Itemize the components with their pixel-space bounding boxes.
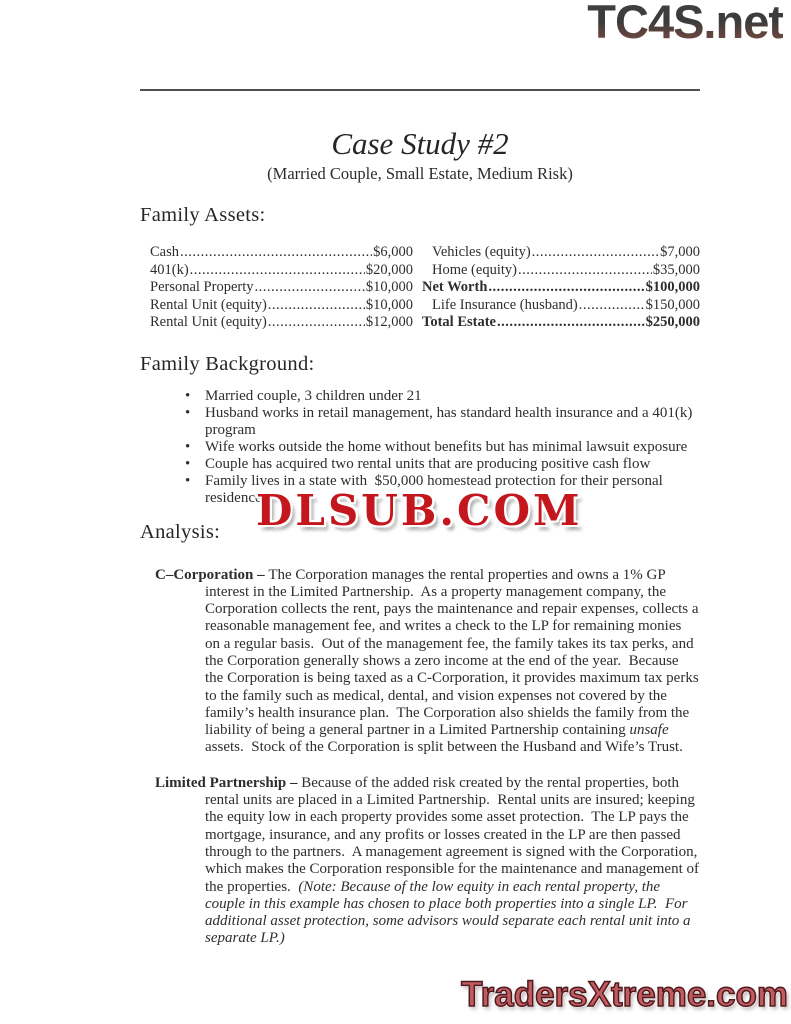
asset-value: $6,000 bbox=[373, 244, 413, 260]
asset-label: Rental Unit (equity) bbox=[150, 296, 267, 313]
bullet-item: • Family lives in a state with $50,000 homestead protection for their personal residence bbox=[185, 473, 700, 507]
dot-leader bbox=[497, 314, 645, 332]
asset-row bbox=[422, 244, 700, 262]
dot-leader bbox=[532, 244, 659, 262]
dot-leader bbox=[190, 262, 365, 280]
dot-leader bbox=[180, 244, 372, 262]
asset-row bbox=[150, 314, 413, 332]
assets-left-column bbox=[150, 244, 413, 332]
asset-row bbox=[150, 297, 413, 315]
asset-row bbox=[422, 297, 700, 315]
family-assets-heading: Family Assets: bbox=[140, 204, 266, 226]
asset-value: $100,000 bbox=[645, 279, 700, 295]
asset-value: $7,000 bbox=[660, 244, 700, 260]
bullet-item: • Couple has acquired two rental units that are producing positive cash flow bbox=[185, 456, 700, 473]
bullet-item: • Married couple, 3 children under 21 bbox=[185, 388, 700, 405]
analysis-paragraphs bbox=[140, 567, 700, 948]
analysis-heading: Analysis: bbox=[140, 520, 221, 543]
analysis-paragraph bbox=[155, 566, 700, 757]
asset-value: $10,000 bbox=[365, 296, 413, 313]
asset-row bbox=[150, 279, 413, 297]
asset-label: Vehicles (equity) bbox=[432, 244, 531, 260]
asset-value: $12,000 bbox=[365, 314, 413, 330]
asset-label: Net Worth bbox=[422, 279, 488, 295]
asset-row bbox=[150, 262, 413, 280]
asset-label: Personal Property bbox=[150, 279, 254, 295]
asset-label: Life Insurance (husband) bbox=[432, 296, 578, 313]
asset-row bbox=[422, 262, 700, 280]
assets-right-column bbox=[422, 244, 700, 332]
paragraph-label: C–Corporation – bbox=[155, 566, 269, 583]
asset-label: 401(k) bbox=[150, 261, 189, 278]
dot-leader bbox=[488, 279, 644, 297]
analysis-paragraph bbox=[155, 774, 700, 948]
dot-leader bbox=[268, 297, 365, 315]
asset-value: $150,000 bbox=[645, 296, 700, 313]
dot-leader bbox=[579, 297, 645, 315]
paragraph-text: assets. Stock of the Corporation is split between the Husband and Wife’s Trust. bbox=[205, 739, 683, 756]
page-title: Case Study #2 bbox=[331, 126, 509, 161]
bullet-item: • Husband works in retail management, has standard health insurance and a 401(k) program bbox=[185, 405, 700, 439]
asset-value: $20,000 bbox=[365, 261, 413, 278]
dot-leader bbox=[518, 262, 652, 280]
paragraph-italic-text: unsafe bbox=[629, 722, 669, 739]
dot-leader bbox=[268, 314, 365, 332]
asset-label: Cash bbox=[150, 244, 179, 260]
asset-value: $35,000 bbox=[652, 261, 700, 278]
tc4s-logo: TC4S.net bbox=[587, 0, 783, 48]
paragraph-text: Because of the added risk created by the rental properties, both rental units are placed in a Limited Partnership. Rental units are insured; keeping the equity low in each property provides some asset protection. The LP pays the mortgage, insurance, and any profits or losses created in the LP are then passed through to the partners. A management agreement is signed with the Corporation, which makes the Corporation responsible for the maintenance and management of the properties. bbox=[205, 774, 700, 895]
dot-leader bbox=[255, 279, 365, 297]
assets-table bbox=[140, 244, 700, 332]
asset-label: Total Estate bbox=[422, 314, 496, 330]
asset-label: Home (equity) bbox=[432, 261, 517, 278]
paragraph-label: Limited Partnership – bbox=[155, 774, 302, 791]
asset-row bbox=[422, 314, 700, 332]
asset-row bbox=[422, 279, 700, 297]
page-subtitle: (Married Couple, Small Estate, Medium Risk) bbox=[267, 164, 573, 183]
tradersxtreme-logo: TradersXtreme.com bbox=[461, 975, 788, 1014]
asset-value: $10,000 bbox=[365, 279, 413, 295]
paragraph-italic-text: (Note: Because of the low equity in each rental property, the couple in this example has chosen to place both properties into a single LP. For additional asset protection, some advisors would separate each rental unit into a separate LP.) bbox=[205, 878, 691, 947]
bullet-item: • Wife works outside the home without benefits but has minimal lawsuit exposure bbox=[185, 439, 700, 456]
family-background-heading: Family Background: bbox=[140, 352, 315, 375]
asset-label: Rental Unit (equity) bbox=[150, 314, 267, 330]
asset-value: $250,000 bbox=[645, 314, 700, 330]
asset-row bbox=[150, 244, 413, 262]
dlsub-watermark-logo: DLSUB.COM bbox=[256, 486, 583, 535]
paragraph-text: The Corporation manages the rental properties and owns a 1% GP interest in the Limited Partnership. As a property management company, the Corporation collects the rent, pays the maintenance and repair expenses, collects a reasonable management fee, and writes a check to the LP for remaining monies on a regular basis. Out of the management fee, the family takes its tax perks, and the Corporation generally shows a zero income at the end of the year. Because the Corporation is being taxed as a C-Corporation, it provides maximum tax perks to the family such as medical, dental, and vision expenses not covered by the family’s health insurance plan. The Corporation also shields the family from the liability of being a general partner in a Limited Partnership containing bbox=[205, 566, 699, 739]
